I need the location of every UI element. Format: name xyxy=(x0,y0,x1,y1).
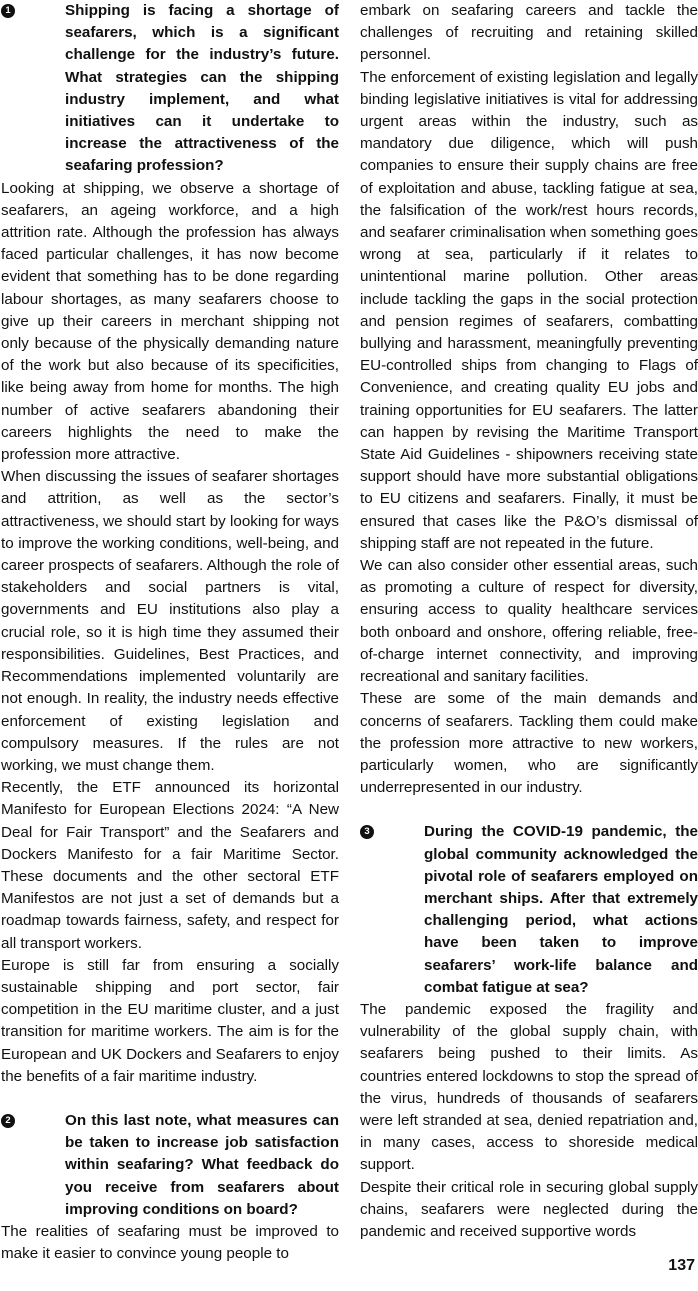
question-1 xyxy=(1,0,339,178)
question-text: Shipping is facing a shortage of seafarers, which is a significant challenge for the industry’s future. What strategies can the shipping industry implement, and what initiatives can it undertake to increase the attractiveness of the seafaring profession? xyxy=(65,2,339,175)
right-column xyxy=(360,0,698,1243)
paragraph: These are some of the main demands and concerns of seafarers. Tackling them could make the profession more attractive to new workers, particularly women, who are significantly underrepresented in our industry. xyxy=(360,690,698,797)
question-number-badge: 3 xyxy=(360,825,374,839)
page-number: 137 xyxy=(668,1257,695,1274)
question-2 xyxy=(1,1110,339,1221)
paragraph: We can also consider other essential areas, such as promoting a culture of respect for diversity, ensuring access to quality healthcare services both onboard and onshore, offering reliable, free-of-charge internet connectivity, and improving recreational and sanitary facilities. xyxy=(360,557,698,686)
paragraph: Despite their critical role in securing global supply chains, seafarers were neglected during the pandemic and received supportive words xyxy=(360,1178,698,1240)
paragraph: The pandemic exposed the fragility and vulnerability of the global supply chain, with seafarers being pushed to their limits. As countries entered lockdowns to stop the spread of the virus, hundreds of thousands of seafarers were left stranded at sea, denied repatriation and, in many cases, access to shoreside medical support. xyxy=(360,1000,698,1174)
paragraph: The realities of seafaring must be improved to make it easier to convince young people to xyxy=(1,1222,339,1263)
question-3 xyxy=(360,821,698,999)
paragraph: Europe is still far from ensuring a socially sustainable shipping and port sector, fair competition in the EU maritime cluster, and a just transition for maritime workers. The aim is for the European and UK Dockers and Seafarers to enjoy the benefits of a fair maritime industry. xyxy=(1,956,339,1085)
paragraph: embark on seafaring careers and tackle the challenges of recruiting and retaining skilled personnel. xyxy=(360,2,698,64)
question-number-badge: 2 xyxy=(1,1114,15,1128)
question-number-badge: 1 xyxy=(1,4,15,18)
question-text: During the COVID-19 pandemic, the global community acknowledged the pivotal role of seafarers employed on merchant ships. After that extremely challenging period, what actions have been taken to improve seafarers’ work-life balance and combat fatigue at sea? xyxy=(424,823,698,996)
paragraph: Recently, the ETF announced its horizontal Manifesto for European Elections 2024: “A New Deal for Fair Transport” and the Seafarers and Dockers Manifesto for a fair Maritime Sector. These documents and the other sectoral ETF Manifestos are not just a set of demands but a roadmap towards fairness, safety, and respect for all transport workers. xyxy=(1,779,339,952)
question-text: On this last note, what measures can be taken to increase job satisfaction within seafaring? What feedback do you receive from seafarers about improving conditions on board? xyxy=(65,1111,339,1218)
paragraph: Looking at shipping, we observe a shortage of seafarers, an ageing workforce, and a high attrition rate. Although the profession has always faced particular challenges, it has now become evident that something has to be done regarding labour shortages, as many seafarers choose to give up their careers in merchant shipping not only because of the physically demanding nature of the work but also because of its specificities, like being away from home for months. The high number of active seafarers abandoning their careers highlights the need to make the profession more attractive. xyxy=(1,179,339,464)
left-column xyxy=(1,0,339,1265)
paragraph: When discussing the issues of seafarer shortages and attrition, as well as the sector’s attractiveness, we should start by looking for ways to improve the working conditions, well-being, and career prospects of seafarers. Although the role of stakeholders and social partners is vital, governments and EU institutions also play a crucial role, so it is high time they assumed their responsibilities. Guidelines, Best Practices, and Recommendations implemented voluntarily are not enough. In reality, the industry needs effective enforcement of existing legislation and compulsory measures. If the rules are not working, we must change them. xyxy=(1,468,339,774)
paragraph: The enforcement of existing legislation and legally binding legislative initiatives is vital for addressing urgent areas within the industry, such as mandatory due diligence, which will push companies to ensure their supply chains are free of exploitation and abuse, tackling fatigue at sea, the falsification of the work/rest hours records, and seafarer criminalisation when something goes wrong at sea, particularly if it relates to unintentional marine pollution. Other areas include tackling the gaps in the social protection and pension regimes of seafarers, combatting bullying and harassment, meaningfully preventing EU-controlled ships from changing to Flags of Convenience, and creating quality EU jobs and training opportunities for EU seafarers. The latter can happen by revising the Maritime Transport State Aid Guidelines - shipowners receiving state support should have more substantial obligations to EU citizens and seafarers. Finally, it must be ensured that cases like the P&O’s dismissal of shipping staff are not repeated in the future. xyxy=(360,68,698,552)
